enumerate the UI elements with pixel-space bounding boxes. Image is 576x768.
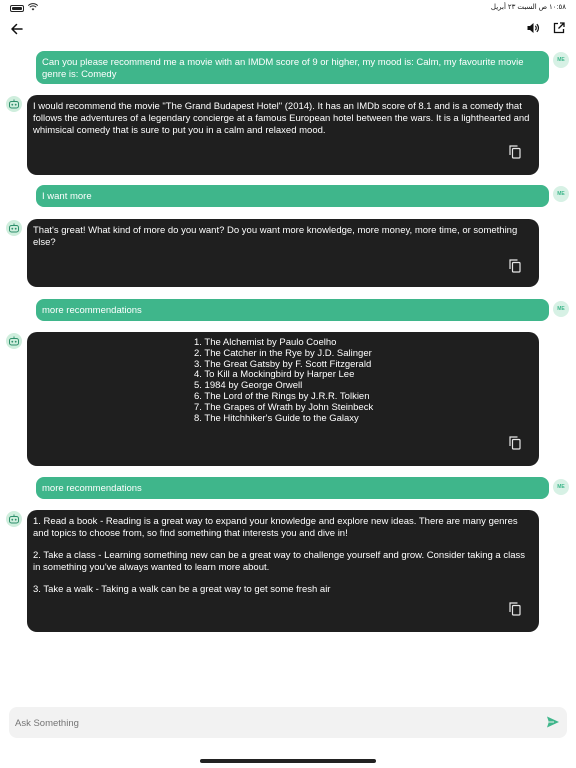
- user-message: [36, 477, 549, 499]
- bot-avatar: [6, 333, 22, 349]
- bot-avatar: [6, 96, 22, 112]
- speaker-button[interactable]: [526, 21, 542, 37]
- user-avatar: ME: [553, 52, 569, 68]
- list-item: 6. The Lord of the Rings by J.R.R. Tolkien: [194, 390, 370, 402]
- send-icon: [546, 715, 560, 729]
- robot-icon: [8, 222, 20, 234]
- status-bar: [0, 0, 576, 14]
- list-item: 2. The Catcher in the Rye by J.D. Salinger: [194, 347, 372, 359]
- list-item: 7. The Grapes of Wrath by John Steinbeck: [194, 401, 374, 413]
- share-icon: [552, 21, 566, 35]
- bot-message-text: I would recommend the movie "The Grand Budapest Hotel" (2014). It has an IMDb score of 8.1 and is a comedy that follows the adventures of a legendary concierge at a famous European hotel between the wars. It is a lighthearted and whimsical comedy that is sure to put you in a calm and relaxed mood.: [33, 101, 530, 136]
- bot-message-text: That's great! What kind of more do you want? Do you want more knowledge, more money, more time, or something else?: [33, 225, 518, 248]
- list-item: 4. To Kill a Mockingbird by Harper Lee: [194, 369, 355, 381]
- user-avatar: ME: [553, 186, 569, 202]
- status-indicators: [10, 3, 38, 13]
- user-message-text: more recommendations: [42, 483, 142, 494]
- copy-button[interactable]: [509, 259, 521, 273]
- status-date-time: ١٠:٥٨ ص السبت ٢٣ أبريل: [490, 4, 566, 11]
- back-arrow-icon: [11, 23, 23, 35]
- user-message-text: Can you please recommend me a movie with an IMDM score of 9 or higher, my mood is: Calm, my favourite movie genre is: Comedy: [42, 57, 524, 80]
- bot-message: [27, 332, 539, 466]
- share-button[interactable]: [552, 21, 568, 37]
- copy-icon: [509, 436, 521, 450]
- user-message-text: more recommendations: [42, 305, 142, 316]
- bot-message: [27, 510, 539, 632]
- robot-icon: [8, 98, 20, 110]
- speaker-icon: [526, 21, 540, 35]
- list-item: 1. The Alchemist by Paulo Coelho: [194, 337, 337, 348]
- copy-button[interactable]: [509, 602, 521, 616]
- copy-icon: [509, 602, 521, 616]
- copy-icon: [509, 259, 521, 273]
- user-avatar: ME: [553, 479, 569, 495]
- robot-icon: [8, 335, 20, 347]
- copy-button[interactable]: [509, 436, 521, 450]
- copy-button[interactable]: [509, 145, 521, 159]
- user-message: [36, 51, 549, 84]
- list-item: 8. The Hitchhiker's Guide to the Galaxy: [194, 412, 359, 424]
- list-item: 5. 1984 by George Orwell: [194, 380, 303, 392]
- bot-paragraph: 1. Read a book - Reading is a great way to expand your knowledge and explore new ideas. There are many genres and topics to choose from, so find something that interests you and dive in!: [33, 516, 518, 539]
- robot-icon: [8, 513, 20, 525]
- send-button[interactable]: [546, 715, 560, 729]
- bot-avatar: [6, 220, 22, 236]
- list-item: 3. The Great Gatsby by F. Scott Fitzgerald: [194, 358, 372, 370]
- composer-bar: [9, 707, 567, 738]
- ask-input[interactable]: [15, 714, 525, 732]
- bot-avatar: [6, 511, 22, 527]
- user-message-text: I want more: [42, 191, 92, 202]
- home-indicator: [200, 759, 376, 763]
- top-bar: [0, 18, 576, 42]
- copy-icon: [509, 145, 521, 159]
- user-avatar: ME: [553, 301, 569, 317]
- user-message: [36, 299, 549, 321]
- wifi-icon: [28, 3, 38, 13]
- bot-paragraph: 3. Take a walk - Taking a walk can be a great way to get some fresh air: [33, 584, 331, 595]
- bot-paragraph: 2. Take a class - Learning something new can be a great way to challenge yourself and grow. Consider taking a class in something you've always wanted to learn more about.: [33, 550, 525, 573]
- back-button[interactable]: [8, 20, 26, 38]
- recommendation-list: [194, 338, 373, 424]
- user-message: [36, 185, 549, 207]
- battery-icon: [10, 5, 24, 12]
- bot-message: [27, 95, 539, 175]
- bot-message: [27, 219, 539, 287]
